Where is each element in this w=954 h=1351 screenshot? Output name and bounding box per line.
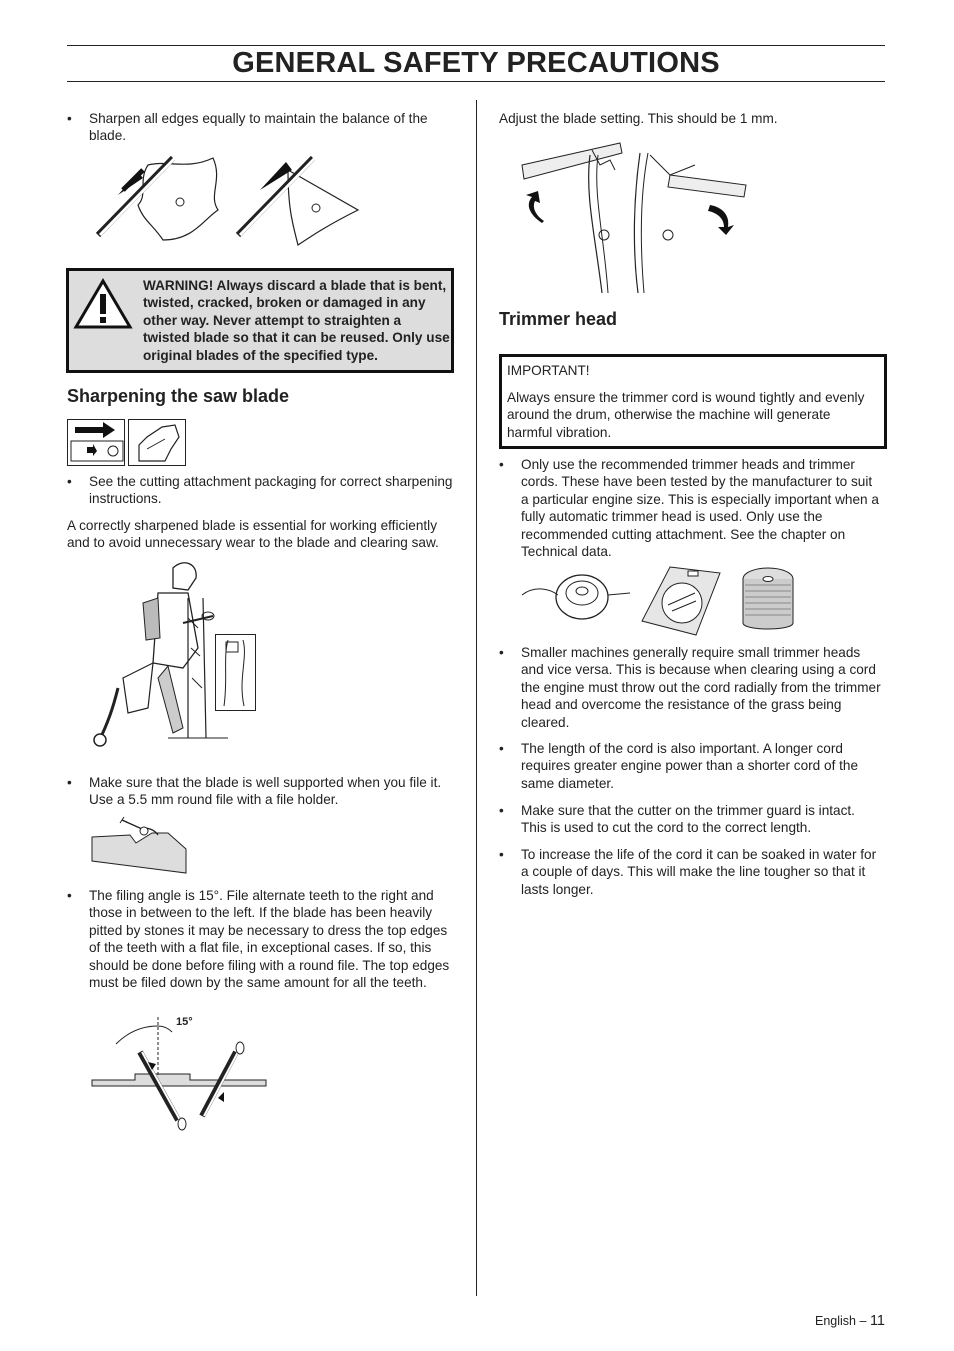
bullet-dot: • xyxy=(499,457,504,472)
filing-angle-illustration xyxy=(90,1012,270,1130)
bullet-text: Make sure that the blade is well supported when you file it. Use a 5.5 mm round file with a file holder. xyxy=(89,775,442,808)
bullet-text: To increase the life of the cord it can be soaked in water for a couple of days. This will make the line tougher so that it lasts longer. xyxy=(521,847,877,897)
bullet-dot: • xyxy=(499,645,504,660)
title-rule-bottom xyxy=(67,81,885,82)
warning-box xyxy=(66,268,454,373)
bullet-text: Only use the recommended trimmer heads and trimmer cords. These have been tested by the manufacturer to suit a particular engine size. This is especially important when a fully automatic trimmer head is used. Only use the recommended cutting attachment. See the chapter on Technical data. xyxy=(521,457,879,560)
blade-files-illustration xyxy=(88,150,368,250)
round-file-illustration xyxy=(90,815,190,877)
bullet-text: See the cutting attachment packaging for correct sharpening instructions. xyxy=(89,474,453,507)
page-title: GENERAL SAFETY PRECAUTIONS xyxy=(232,47,720,79)
important-text: Always ensure the trimmer cord is wound tightly and evenly around the drum, otherwise the machine will generate harmful vibration. xyxy=(507,390,865,440)
footer-language: English xyxy=(815,1314,857,1328)
page-number: 11 xyxy=(869,1313,885,1329)
warning-text: WARNING! Always discard a blade that is bent, twisted, cracked, broken or damaged in any other way. Never attempt to straighten a twisted blade so that it can be reused. Only use original blades of the specified type. xyxy=(143,278,450,363)
trimmer-head-cord-illustration xyxy=(520,565,800,637)
section-heading-sharpening: Sharpening the saw blade xyxy=(67,386,290,406)
column-divider xyxy=(476,100,477,1296)
bullet-dot: • xyxy=(67,775,72,790)
footer-dash: – xyxy=(859,1314,867,1328)
bullet-dot: • xyxy=(499,803,504,818)
person-filing-blade-illustration xyxy=(88,558,260,758)
safety-icons xyxy=(67,419,187,467)
bullet-text: The length of the cord is also important. A longer cord requires greater engine power than a shorter cord of the same diameter. xyxy=(521,741,859,791)
warning-inner xyxy=(69,271,451,370)
bullet-text: Make sure that the cutter on the trimmer guard is intact. This is used to cut the cord to the correct length. xyxy=(521,803,855,836)
bullet-text: Sharpen all edges equally to maintain the balance of the blade. xyxy=(89,111,428,144)
bullet-dot: • xyxy=(499,741,504,756)
bullet-dot: • xyxy=(67,111,72,126)
bullet-text: Smaller machines generally require small trimmer heads and vice versa. This is because when clearing using a cord the engine must throw out the cord radially from the trimmer head and overcome the resistance of the grass being cleared. xyxy=(521,645,881,730)
bullet-dot: • xyxy=(67,474,72,489)
bullet-dot: • xyxy=(499,847,504,862)
bullet-text: The filing angle is 15°. File alternate teeth to the right and those in between to the left. If the blade has been heavily pitted by stones it may be necessary to dress the top edges of the teeth with a flat file, in exceptional cases. If so, this should be done before filing with a round file. The top edges must be filed down by the same amount for all the teeth. xyxy=(89,888,450,991)
important-box xyxy=(499,354,887,449)
page-footer xyxy=(815,1313,885,1329)
adjust-blade-setting: Adjust the blade setting. This should be 1 mm. xyxy=(499,111,778,126)
warning-triangle-icon xyxy=(74,279,132,329)
section-heading-trimmer: Trimmer head xyxy=(499,309,618,329)
bullet-dot: • xyxy=(67,888,72,903)
angle-label: 15° xyxy=(176,1016,193,1028)
paragraph-correct-sharpening: A correctly sharpened blade is essential for working efficiently and to avoid unnecessary wear to the blade and clearing saw. xyxy=(67,518,439,551)
blade-setting-illustration xyxy=(520,135,750,297)
important-title: IMPORTANT! xyxy=(507,363,590,378)
